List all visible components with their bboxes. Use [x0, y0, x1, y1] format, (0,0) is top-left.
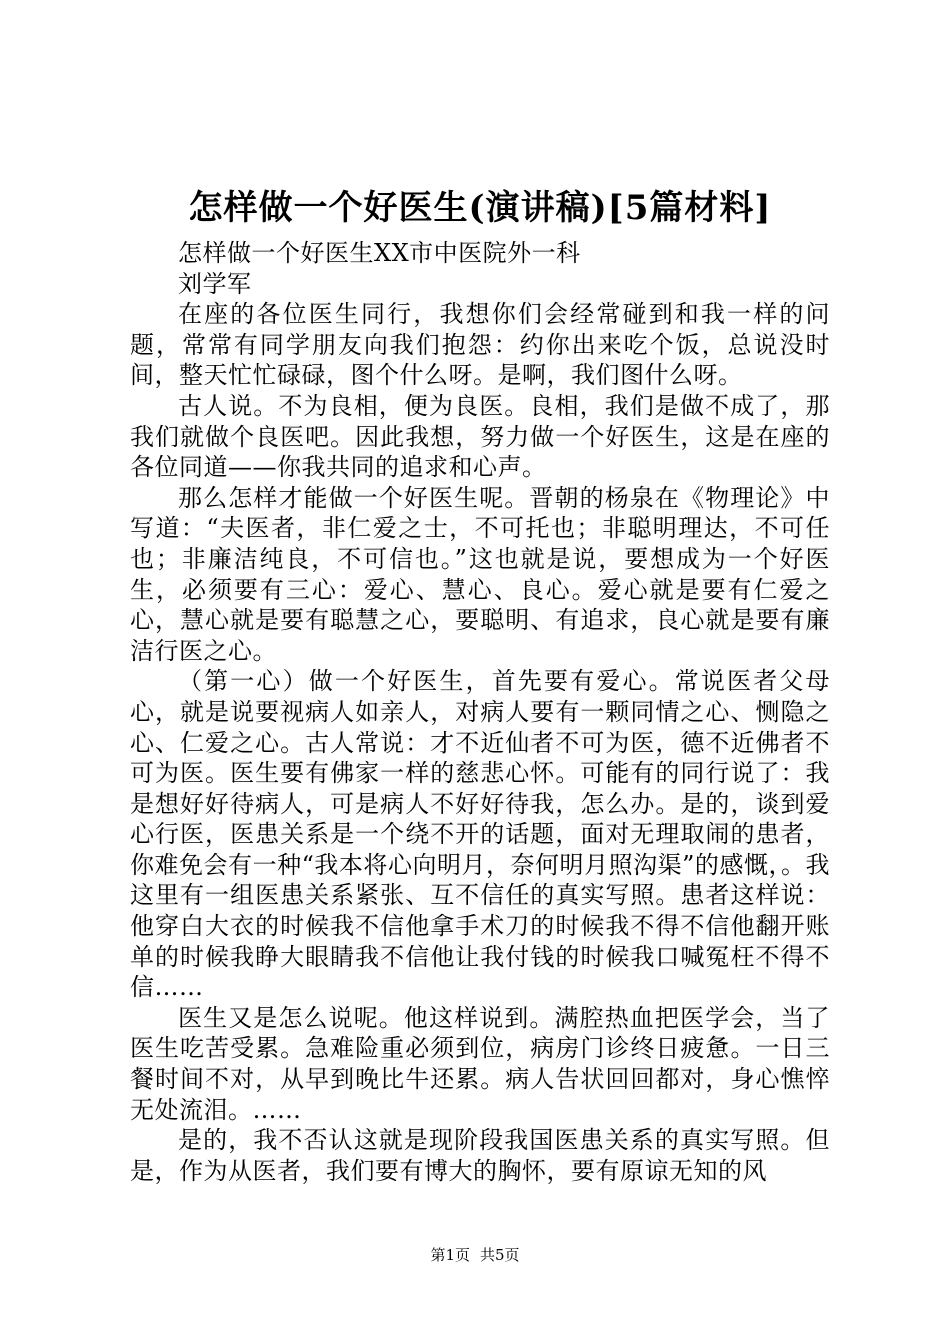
document-body [130, 238, 830, 1186]
page-total: 共5页 [480, 1246, 520, 1264]
paragraph: 医生又是怎么说呢。他这样说到。满腔热血把医学会，当了医生吃苦受累。急难险重必须到位，病房门诊终日疲惫。一日三餐时间不对，从早到晚比牛还累。病人告状回回都对，身心憔悴无处流泪。…… [130, 1003, 830, 1124]
document-title: 怎样做一个好医生(演讲稿)[5篇材料] [188, 188, 772, 228]
paragraph: 是的，我不否认这就是现阶段我国医患关系的真实写照。但是，作为从医者，我们要有博大的胸怀，要有原谅无知的风 [130, 1126, 830, 1185]
paragraph-author: 刘学军 [178, 269, 252, 298]
page-footer [0, 1245, 950, 1265]
paragraph-subtitle: 怎样做一个好医生XX市中医院外一科 [178, 239, 581, 267]
paragraph: 古人说。不为良相，便为良医。良相，我们是做不成了，那我们就做个良医吧。因此我想，努力做一个好医生，这是在座的各位同道——你我共同的追求和心声。 [130, 391, 830, 482]
paragraph: 那么怎样才能做一个好医生呢。晋朝的杨泉在《物理论》中写道：“夫医者，非仁爱之士，不可托也；非聪明理达，不可任也；非廉洁纯良，不可信也。”这也就是说，要想成为一个好医生，必须要有三心：爱心、慧心、良心。爱心就是要有仁爱之心，慧心就是要有聪慧之心，要聪明、有追求，良心就是要有廉洁行医之心。 [130, 483, 830, 665]
page-number: 第1页 [430, 1246, 470, 1264]
paragraph: （第一心）做一个好医生，首先要有爱心。常说医者父母心，就是说要视病人如亲人，对病人要有一颗同情之心、恻隐之心、仁爱之心。古人常说：才不近仙者不可为医，德不近佛者不可为医。医生要有佛家一样的慈悲心怀。可能有的同行说了：我是想好好待病人，可是病人不好好待我，怎么办。是的，谈到爱心行医，医患关系是一个绕不开的话题，面对无理取闹的患者，你难免会有一种“我本将心向明月，奈何明月照沟渠”的感慨，。我这里有一组医患关系紧张、互不信任的真实写照。患者这样说：他穿白大衣的时候我不信他拿手术刀的时候我不得不信他翻开账单的时候我睁大眼睛我不信他让我付钱的时候我口喊冤枉不得不信…… [130, 667, 830, 1002]
paragraph: 在座的各位医生同行，我想你们会经常碰到和我一样的问题，常常有同学朋友向我们抱怨：约你出来吃个饭，总说没时间，整天忙忙碌碌，图个什么呀。是啊，我们图什么呀。 [130, 300, 830, 390]
